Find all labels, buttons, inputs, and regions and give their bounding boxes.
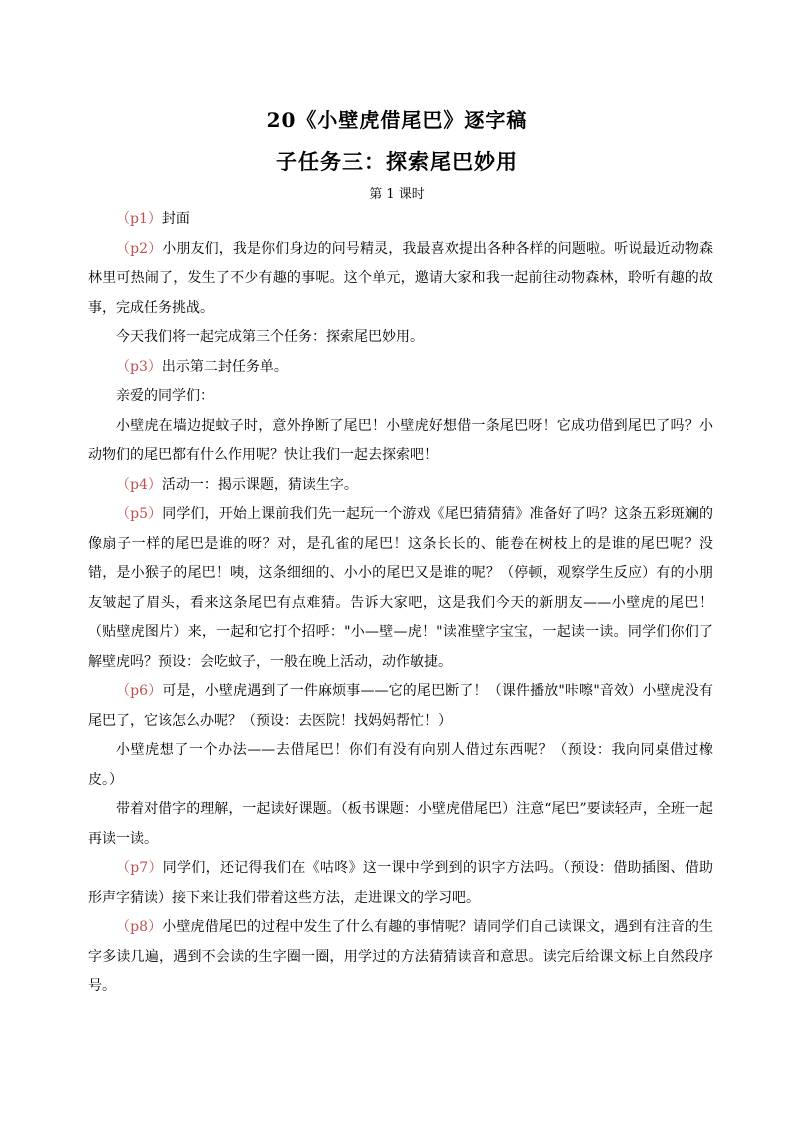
paragraph-text: 同学们，还记得我们在《咕咚》这一课中学到到的识字方法吗。（预设：借助插图、借助形声字猜读）接下来让我们带着这些方法，走进课文的学习吧。 [88, 860, 714, 906]
page-tag: （p8） [116, 919, 163, 935]
paragraph-letter [88, 412, 713, 471]
page-tag: （p2） [116, 240, 163, 257]
page-tag: （p3） [116, 358, 162, 375]
paragraph-p6 [88, 677, 713, 736]
paragraph-text: 小朋友们，我是你们身边的问号精灵，我最喜欢提出各种各样的问题啦。听说最近动物森林里可热闹了，发生了不少有趣的事呢。这个单元，邀请大家和我一起前往动物森林，聆听有趣的故事，完成任务挑战。 [88, 240, 713, 316]
page-tag: （p6） [116, 683, 163, 699]
document-subtitle: 子任务三：探索尾巴妙用 [276, 149, 518, 174]
paragraph-text: 今天我们将一起完成第三个任务：探索尾巴妙用。 [116, 329, 424, 345]
paragraph-p8 [88, 913, 713, 1002]
paragraph-greeting [88, 382, 713, 412]
lesson-label: 第 1 课时 [369, 187, 425, 202]
paragraph-text: 亲爱的同学们： [116, 388, 214, 404]
page-tag: （p7） [116, 860, 163, 876]
document-title: 20《小壁虎借尾巴》逐字稿 [266, 108, 528, 132]
paragraph-text: 可是，小壁虎遇到了一件麻烦事——它的尾巴断了！（课件播放"咔嚓"音效）小壁虎没有尾巴了，它该怎么办呢？（预设：去医院！找妈妈帮忙！） [88, 683, 713, 729]
paragraph-p5 [88, 500, 713, 677]
paragraph-text: 小壁虎在墙边捉蚊子时，意外挣断了尾巴！小壁虎好想借一条尾巴呀！它成功借到尾巴了吗？小动物们的尾巴都有什么作用呢？快让我们一起去探索吧！ [88, 417, 713, 463]
paragraph-text: 小壁虎想了一个办法——去借尾巴！你们有没有向别人借过东西呢？（预设：我向同桌借过橡皮。） [88, 742, 713, 788]
paragraph-task [88, 323, 713, 353]
paragraph-text: 出示第二封任务单。 [161, 358, 288, 375]
paragraph-text: 带着对借字的理解，一起读好课题。（板书课题：小壁虎借尾巴）注意“尾巴”要读轻声，全班一起再读一读。 [88, 801, 713, 847]
paragraph-p2 [88, 235, 713, 324]
paragraph-p1 [88, 205, 713, 235]
paragraph-p7 [88, 854, 713, 913]
paragraph-text: 活动一：揭示课题，猜读生字。 [161, 476, 358, 493]
paragraph-title-reading [88, 795, 713, 854]
paragraph-p4 [88, 471, 713, 501]
paragraph-text: 封面 [161, 211, 190, 227]
paragraph-text: 小壁虎借尾巴的过程中发生了什么有趣的事情呢？请同学们自己读课文，遇到有注音的生字多读几遍，遇到不会读的生字圈一圈，用学过的方法猜猜读音和意思。读完后给课文标上自然段序号。 [88, 919, 713, 994]
paragraph-borrow [88, 736, 713, 795]
paragraph-text: 同学们，开始上课前我们先一起玩一个游戏《尾巴猜猜猜》准备好了吗？这条五彩斑斓的像扇子一样的尾巴是谁的呀？对，是孔雀的尾巴！这条长长的、能卷在树枝上的是谁的尾巴呢？没错，是小猴子的尾巴！咦，这条细细的、小小的尾巴又是谁的呢？（停顿，观察学生反应）有的小朋友皱起了眉头，看来这条尾巴有点难猜。告诉大家吧，这是我们今天的新朋友——小壁虎的尾巴！（贴壁虎图片）来，一起和它打个招呼："小—壁—虎！"读准壁字宝宝，一起读一读。同学们你们了解壁虎吗？预设：会吃蚊子，一般在晚上活动，动作敏捷。 [88, 506, 713, 670]
page-tag: （p5） [116, 506, 163, 522]
page-tag: （p4） [116, 476, 162, 493]
page-tag: （p1） [116, 211, 162, 227]
document-body [88, 205, 713, 1002]
paragraph-p3 [88, 353, 713, 383]
